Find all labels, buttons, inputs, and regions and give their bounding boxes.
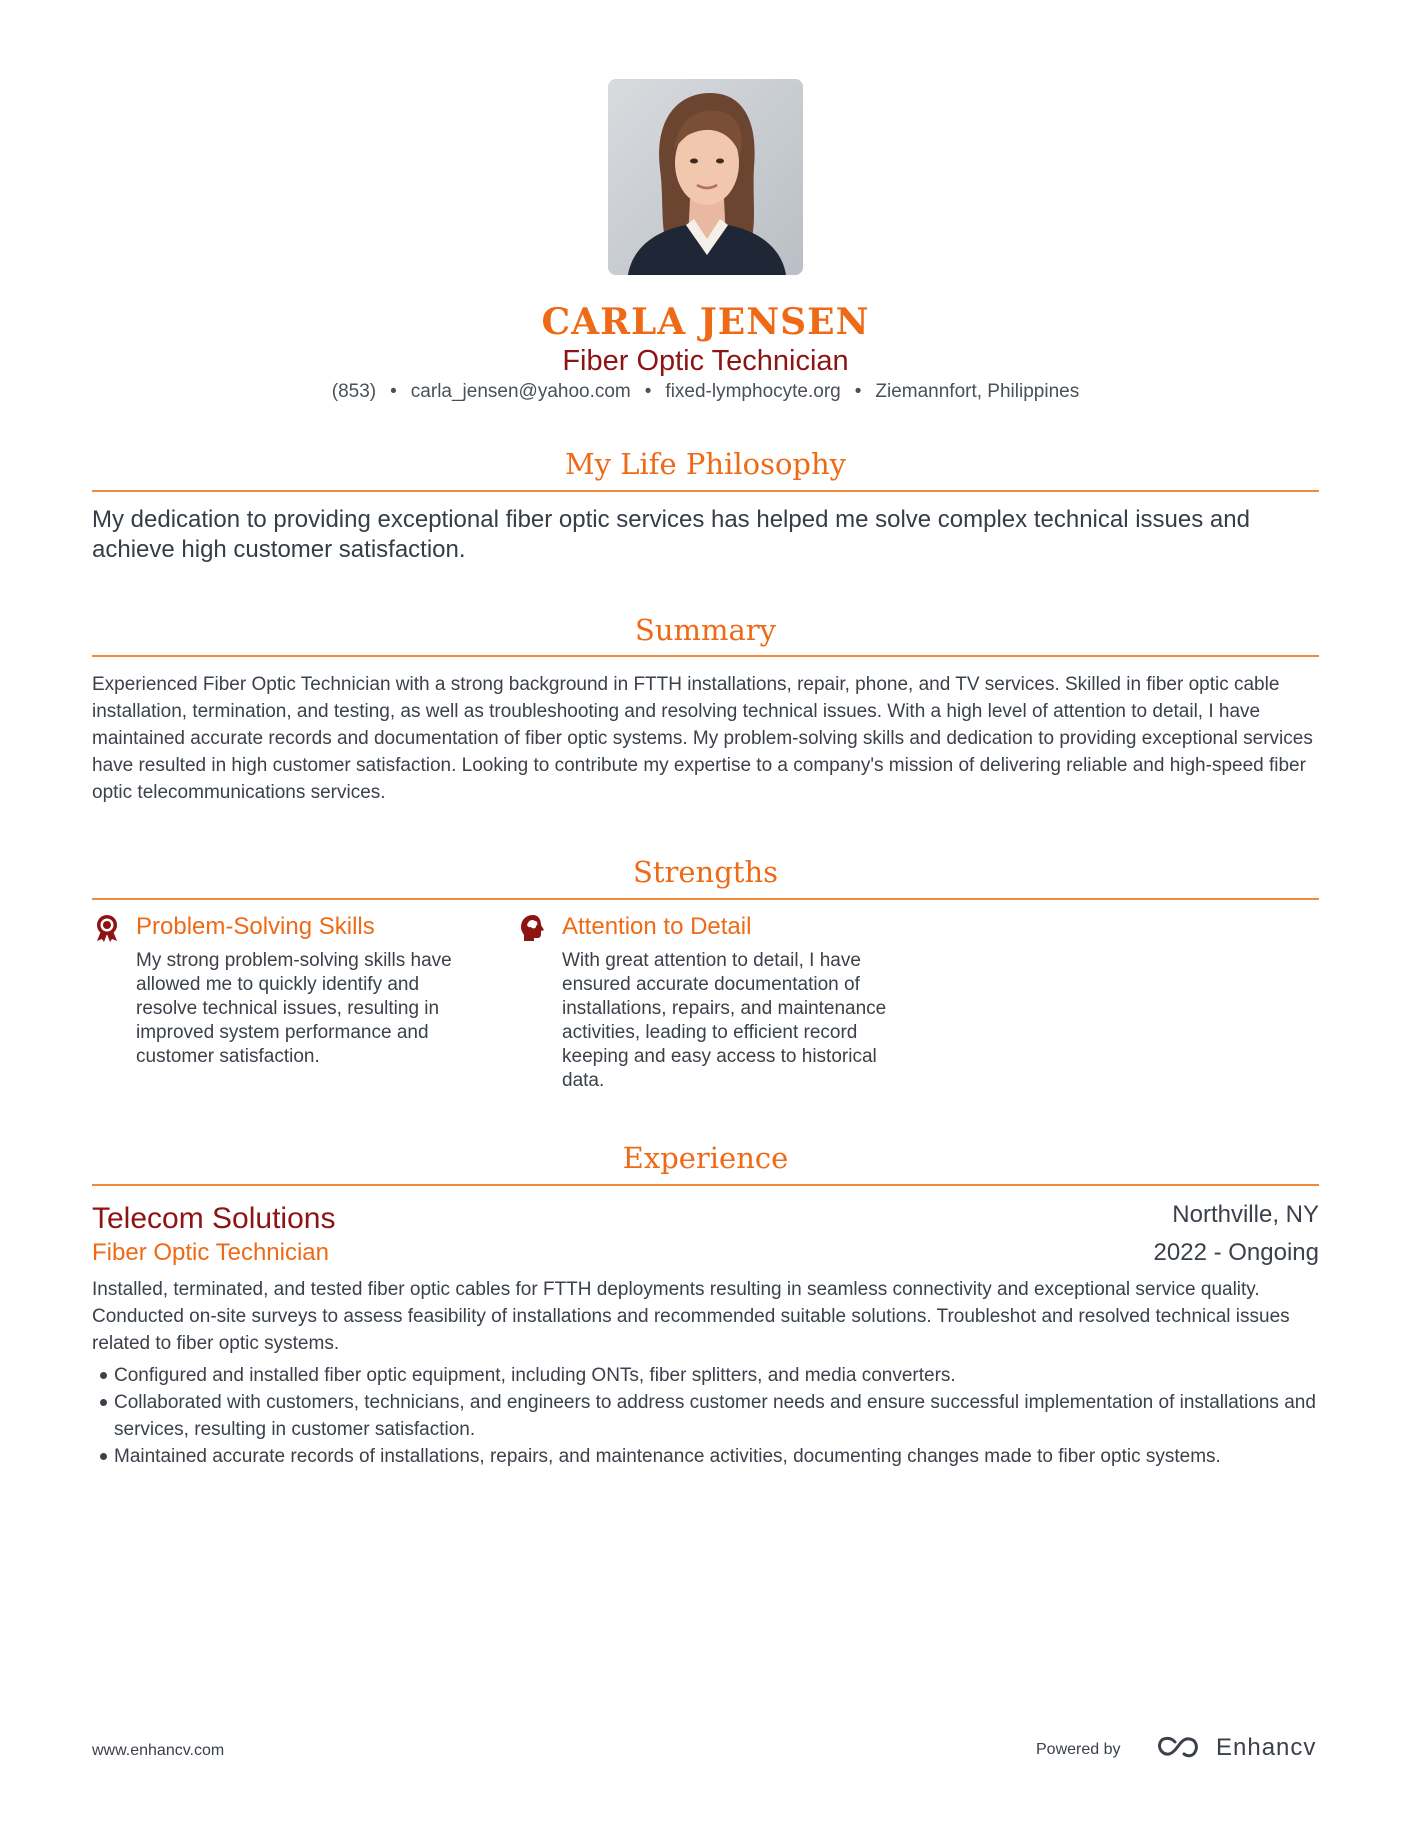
email-link[interactable]: carla_jensen@yahoo.com (410, 381, 631, 402)
section-divider (92, 1184, 1319, 1186)
section-divider (92, 898, 1319, 900)
contact-separator: • (644, 381, 652, 402)
section-title-summary: Summary (634, 613, 777, 647)
job-achievements (92, 1362, 1319, 1470)
head-brain-icon (520, 914, 546, 942)
location: Ziemannfort, Philippines (875, 381, 1080, 402)
powered-by-label: Powered by (1036, 1741, 1121, 1758)
strength-title: Attention to Detail (562, 913, 752, 940)
philosophy-text: My dedication to providing exceptional fiber optic services has helped me solve complex technical issues and achieve high customer satisfaction. (92, 506, 1250, 563)
bullet-text: Maintained accurate records of installations, repairs, and maintenance activities, documenting changes made to fiber optic systems. (114, 1446, 1221, 1467)
resume-page (92, 0, 1319, 1826)
profile-photo (608, 79, 803, 275)
enhancv-logo-icon (1156, 1735, 1202, 1761)
phone: (853) (331, 381, 377, 402)
section-title-philosophy: My Life Philosophy (564, 447, 847, 481)
section-title-experience: Experience (622, 1141, 789, 1175)
footer-website-link[interactable]: www.enhancv.com (92, 1742, 225, 1759)
strength-title: Problem-Solving Skills (136, 913, 375, 940)
list-item (92, 1389, 1319, 1443)
summary-text: Experienced Fiber Optic Technician with a strong background in FTTH installations, repair, phone, and TV services. Skilled in fiber optic cable installation, termination, and testing, as well as troubleshooting and resolving technical issues. With a high level of attention to detail, I have maintained accurate records and documentation of fiber optic systems. My problem-solving skills and dedication to providing exceptional services have resulted in high customer satisfaction. Looking to contribute my expertise to a company's mission of delivering reliable and high-speed fiber optic telecommunications services. (92, 674, 1313, 803)
award-ribbon-icon (94, 914, 120, 942)
bullet-dot (100, 1399, 107, 1406)
bullet-dot (100, 1372, 107, 1379)
bullet-dot (100, 1453, 107, 1460)
company-name: Telecom Solutions (92, 1202, 336, 1235)
candidate-headline: Fiber Optic Technician (562, 345, 849, 377)
bullet-text: Collaborated with customers, technicians, and engineers to address customer needs and ensure successful implementation of installations and services, resulting in customer satisfaction. (114, 1392, 1316, 1440)
section-title-strengths: Strengths (633, 855, 778, 889)
candidate-name: CARLA JENSEN (541, 301, 870, 343)
job-location: Northville, NY (1172, 1201, 1319, 1228)
strength-description: My strong problem-solving skills have allowed me to quickly identify and resolve technical issues, resulting in improved system performance and customer satisfaction. (136, 950, 452, 1067)
contact-info (92, 379, 1319, 405)
bullet-text: Configured and installed fiber optic equipment, including ONTs, fiber splitters, and media converters. (114, 1365, 956, 1386)
brand-name: Enhancv (1216, 1734, 1317, 1761)
website-link[interactable]: fixed-lymphocyte.org (665, 381, 841, 402)
job-dates: 2022 - Ongoing (1153, 1239, 1319, 1266)
strength-description: With great attention to detail, I have ensured accurate documentation of installations, repairs, and maintenance activities, leading to efficient record keeping and easy access to historical data. (562, 950, 887, 1091)
job-description: Installed, terminated, and tested fiber optic cables for FTTH deployments resulting in seamless connectivity and exceptional service quality. Conducted on-site surveys to assess feasibility of installations and recommended suitable solutions. Troubleshot and resolved technical issues related to fiber optic systems. (92, 1279, 1290, 1354)
job-title: Fiber Optic Technician (92, 1239, 329, 1266)
contact-separator: • (854, 381, 862, 402)
contact-separator: • (390, 381, 397, 402)
section-divider (92, 655, 1319, 657)
list-item (92, 1362, 1319, 1389)
section-divider (92, 490, 1319, 492)
list-item (92, 1443, 1319, 1470)
